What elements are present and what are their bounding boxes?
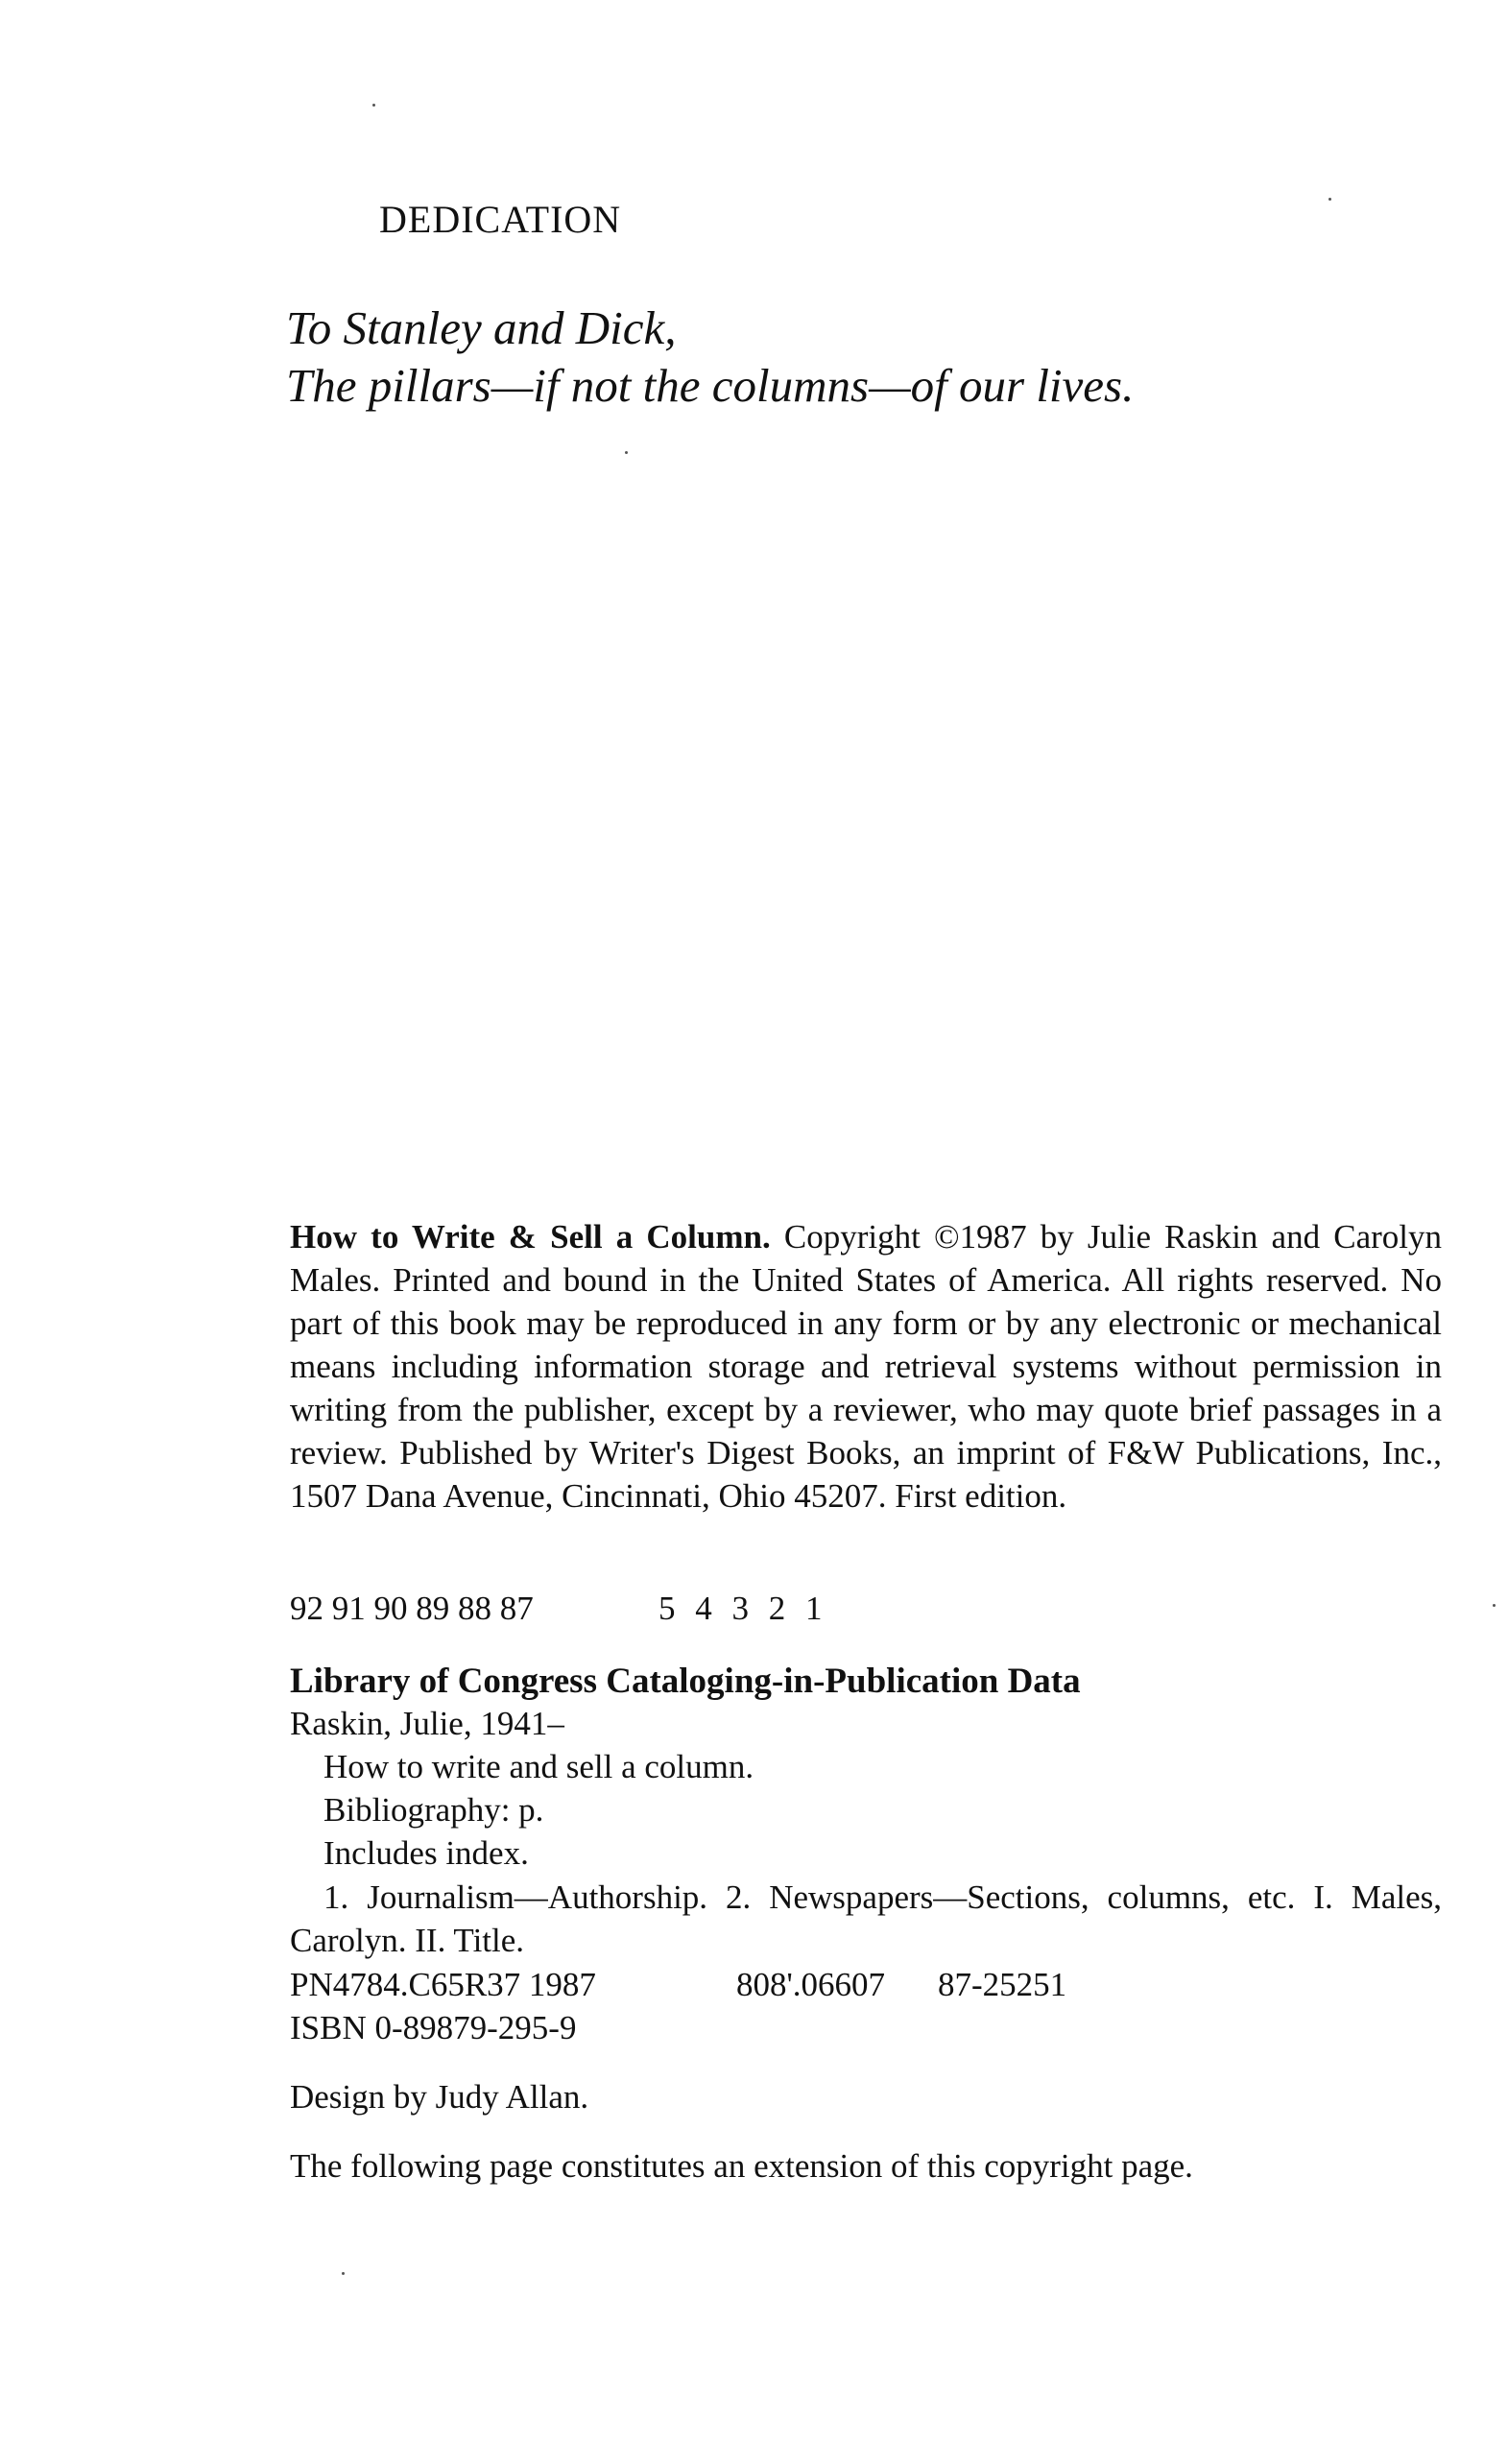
printing-years: 92 91 90 89 88 87	[290, 1590, 534, 1627]
cip-bibliography: Bibliography: p.	[323, 1791, 544, 1829]
design-credit: Design by Judy Allan.	[290, 2078, 589, 2116]
dedication-line-1: To Stanley and Dick,	[286, 301, 677, 354]
cip-title: How to write and sell a column.	[323, 1748, 754, 1785]
speck	[1493, 1604, 1496, 1607]
printing-impressions: 5 4 3 2 1	[658, 1590, 828, 1627]
cip-lccn: 87-25251	[938, 1966, 1067, 2003]
speck	[625, 451, 628, 454]
copyright-notice	[290, 1215, 1442, 1518]
cip-index: Includes index.	[323, 1834, 529, 1872]
extension-note: The following page constitutes an extension of this copyright page.	[290, 2147, 1193, 2185]
book-title: How to Write & Sell a Column.	[290, 1218, 771, 1256]
speck	[1328, 198, 1331, 201]
dedication-line-2: The pillars—if not the columns—of our lives.	[286, 359, 1135, 412]
cip-call-number: PN4784.C65R37 1987	[290, 1966, 596, 2003]
cip-subjects: 1. Journalism—Authorship. 2. Newspapers—Sections, columns, etc. I. Males, Carolyn. II. Title.	[290, 1878, 1442, 1959]
printing-line	[290, 1590, 828, 1628]
speck	[342, 2272, 345, 2275]
cip-dewey: 808'.06607	[736, 1966, 886, 2003]
cip-heading: Library of Congress Cataloging-in-Publication Data	[290, 1662, 1081, 1701]
dedication-heading: DEDICATION	[379, 198, 622, 241]
cip-call-row	[290, 1966, 1066, 2004]
cip-isbn: ISBN 0-89879-295-9	[290, 2009, 577, 2046]
speck	[372, 104, 375, 107]
copyright-text: Copyright ©1987 by Julie Raskin and Carolyn Males. Printed and bound in the United States of America. All rights reserved. No part of this book may be reproduced in any form or by any electronic or mechanical means including information storage and retrieval systems without permission in writing from the publisher, except by a reviewer, who may quote brief passages in a review. Published by Writer's Digest Books, an imprint of F&W Publications, Inc., 1507 Dana Avenue, Cincinnati, Ohio 45207. First edition.	[290, 1218, 1443, 1515]
cip-author: Raskin, Julie, 1941–	[290, 1705, 564, 1742]
